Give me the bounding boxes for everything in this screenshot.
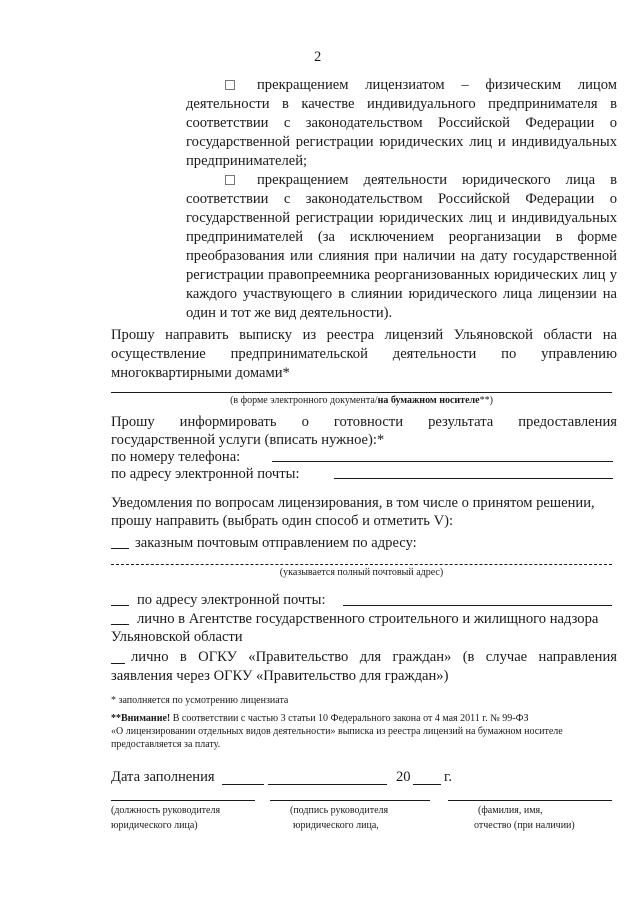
position-caption-line1: (должность руководителя: [111, 805, 221, 816]
page-number: 2: [314, 49, 322, 65]
request-inform-line2: государственной услуги (вписать нужное):*: [111, 432, 385, 448]
para2-line7: каждого участвующего в слиянии юридического лица лицензии на: [186, 286, 617, 302]
signature-caption-line1: (подпись руководителя: [290, 805, 389, 816]
request-extract-line2: осуществление предпринимательской деятельности по управлению: [111, 346, 617, 362]
option-mfc-line2: заявления через ОГКУ «Правительство для граждан»): [111, 668, 449, 684]
notify-line2: прошу направить (выбрать один способ и отметить V):: [111, 513, 454, 529]
request-extract-line1: Прошу направить выписку из реестра лицензий Ульяновской области на: [111, 327, 617, 343]
email-field[interactable]: [334, 478, 613, 479]
footnote-1: * заполняется по усмотрению лицензиата: [111, 695, 289, 706]
option-email-label: по адресу электронной почты:: [137, 592, 326, 608]
para1-line2: деятельности в качестве индивидуального предпринимателя в: [186, 96, 617, 112]
phone-field[interactable]: [272, 461, 613, 462]
position-caption-line2: юридического лица): [111, 820, 198, 831]
para2-line4: предпринимателей (за исключением реорганизации в форме: [186, 229, 617, 245]
option-agency-checkbox[interactable]: [111, 624, 129, 625]
date-label: Дата заполнения: [111, 769, 215, 785]
email-label: по адресу электронной почты:: [111, 466, 300, 482]
date-year-suffix: г.: [444, 769, 452, 785]
option-mail-checkbox[interactable]: [111, 548, 129, 549]
extract-form-field[interactable]: [111, 392, 612, 393]
option-agency-line1: лично в Агентстве государственного строительного и жилищного надзора: [137, 611, 599, 627]
para1-line3: соответствии с законодательством Российской Федерации о: [186, 115, 617, 131]
signature-field[interactable]: [270, 800, 430, 801]
footnote-2-line3: предоставляется за плату.: [111, 739, 221, 750]
para2-line2: соответствии с законодательством Российской Федерации о: [186, 191, 617, 207]
request-extract-line3: многоквартирными домами*: [111, 365, 290, 381]
option-mfc-checkbox[interactable]: [111, 663, 125, 664]
para2-line1: прекращением деятельности юридического лица в: [257, 172, 617, 188]
option-email-checkbox[interactable]: [111, 605, 129, 606]
signature-caption-line2: юридического лица,: [293, 820, 379, 831]
option-mail-label: заказным почтовым отправлением по адресу:: [135, 535, 417, 551]
extract-form-caption: (в форме электронного документа/на бумажном носителе**): [230, 395, 493, 406]
mail-address-caption: (указывается полный почтовый адрес): [279, 567, 444, 578]
para2-line8: один и тот же вид деятельности).: [186, 305, 393, 321]
footnote-2-line1: **Внимание! В соответствии с частью 3 статьи 10 Федерального закона от 4 мая 2011 г. № 99-ФЗ: [111, 713, 529, 724]
para2-line5: преобразования или слияния при наличии на дату государственной: [186, 248, 617, 264]
mail-address-field[interactable]: [111, 564, 612, 565]
para2-line3: государственной регистрации юридических лиц и индивидуальных: [186, 210, 617, 226]
request-inform-line1: Прошу информировать о готовности результата предоставления: [111, 414, 617, 430]
date-year-prefix: 20: [396, 769, 411, 785]
option-agency-line2: Ульяновской области: [111, 629, 243, 645]
para1-line1: прекращением лицензиатом – физическим лицом: [257, 77, 617, 93]
date-day-field[interactable]: [222, 784, 264, 785]
footnote-2-line2: «О лицензировании отдельных видов деятельности» выписка из реестра лицензий на бумажном носителе: [111, 726, 563, 737]
date-year-field[interactable]: [413, 784, 441, 785]
option-email-field[interactable]: [343, 605, 612, 606]
checkbox-icon: [225, 175, 235, 185]
phone-label: по номеру телефона:: [111, 449, 241, 465]
option-mfc-line1: лично в ОГКУ «Правительство для граждан» (в случае направления: [131, 649, 617, 665]
position-field[interactable]: [111, 800, 255, 801]
para2-line6: регистрации правопреемника реорганизованных юридических лиц у: [186, 267, 617, 283]
para1-line5: предпринимателей;: [186, 153, 308, 169]
fullname-field[interactable]: [448, 800, 612, 801]
para1-line4: государственной регистрации юридических лиц и индивидуальных: [186, 134, 617, 150]
date-month-field[interactable]: [268, 784, 387, 785]
fullname-caption-line1: (фамилия, имя,: [478, 805, 543, 816]
notify-line1: Уведомления по вопросам лицензирования, в том числе о принятом решении,: [111, 495, 595, 511]
checkbox-icon: [225, 80, 235, 90]
fullname-caption-line2: отчество (при наличии): [474, 820, 575, 831]
